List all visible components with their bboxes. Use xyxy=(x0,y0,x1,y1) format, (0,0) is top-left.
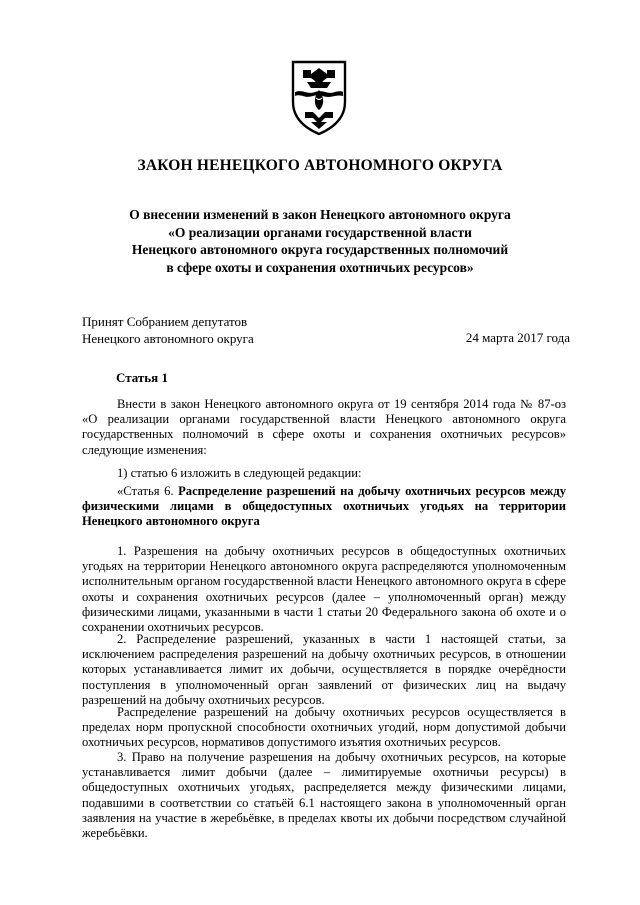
subtitle-line: в сфере охоты и сохранения охотничьих ресурсов» xyxy=(166,259,474,275)
paragraph xyxy=(82,750,566,841)
subtitle-line: Ненецкого автономного округа государственных полномочий xyxy=(131,242,509,257)
paragraph xyxy=(82,632,566,708)
paragraph-text: 1. Разрешения на добычу охотничьих ресурсов в общедоступных охотничьих угодьях на территории Ненецкого автономного округа распределяются уполномоченным исполнительным органом государственной власти Ненецкого автономного округа в сфере охоты и сохранения охотничьих ресурсов (далее – уполномоченный орган) между физическими лицами, указанными в части 1 статьи 20 Федерального закона об охоте и о сохранении охотничьих ресурсов. xyxy=(82,544,566,635)
paragraph-text: Внести в закон Ненецкого автономного округа от 19 сентября 2014 года № 87-оз «О реализации органами государственной власти Ненецкого автономного округа государственных полномочий в сфере охоты и сохранения охотничьих ресурсов» следующие изменения: xyxy=(82,397,566,457)
adopted-line: Ненецкого автономного округа xyxy=(82,331,254,346)
law-title: ЗАКОН НЕНЕЦКОГО АВТОНОМНОГО ОКРУГА xyxy=(137,157,503,174)
nenets-coat-of-arms-icon xyxy=(289,58,349,136)
law-subtitle xyxy=(60,206,580,276)
adopted-line: Принят Собранием депутатов xyxy=(82,314,248,329)
paragraph-text: 2. Распределение разрешений, указанных в части 1 настоящей статьи, за исключением распределения разрешений на добычу охотничьих ресурсов, в отношении которых устанавливается лимит их добычи, осуществляется в порядке очерёдности поступления в уполномоченный орган заявлений от физических лиц на выдачу разрешений на добычу охотничьих ресурсов. xyxy=(82,632,566,707)
paragraph-text: 1) статью 6 изложить в следующей редакции: xyxy=(117,466,362,480)
subtitle-line: О внесении изменений в закон Ненецкого автономного округа xyxy=(129,207,511,222)
article6-title: Распределение разрешений на добычу охотничьих ресурсов между физическими лицами в общедоступных охотничьих угодьях на территории Ненецкого автономного округа xyxy=(82,484,566,529)
article6-heading xyxy=(82,484,566,530)
paragraph-text: Распределение разрешений на добычу охотничьих ресурсов осуществляется в пределах норм пропускной способности охотничьих угодий, норм допустимой добычи охотничьих ресурсов, нормативов допустимого изъятия охотничьих ресурсов. xyxy=(82,705,566,750)
intro-paragraph xyxy=(82,397,566,458)
subtitle-line: «О реализации органами государственной власти xyxy=(168,224,472,240)
amendment-item xyxy=(82,466,566,481)
adoption-date: 24 марта 2017 года xyxy=(465,330,570,345)
paragraph xyxy=(82,544,566,635)
paragraph xyxy=(82,705,566,751)
article-heading: Статья 1 xyxy=(116,370,168,385)
adopted-by xyxy=(82,313,254,347)
paragraph-text: 3. Право на получение разрешения на добычу охотничьих ресурсов, на которые устанавливается лимит добычи (далее – лимитируемые охотничьи ресурсы) в общедоступных охотничьих угодьях, распределяется между физическими лицами, подавшими в соответствии со статьёй 6.1 настоящего закона в уполномоченный орган заявления на участие в жеребьёвке, в пределах квоты их добычи посредством случайной жеребьёвки. xyxy=(82,750,566,841)
article6-prefix: «Статья 6. xyxy=(117,484,174,498)
